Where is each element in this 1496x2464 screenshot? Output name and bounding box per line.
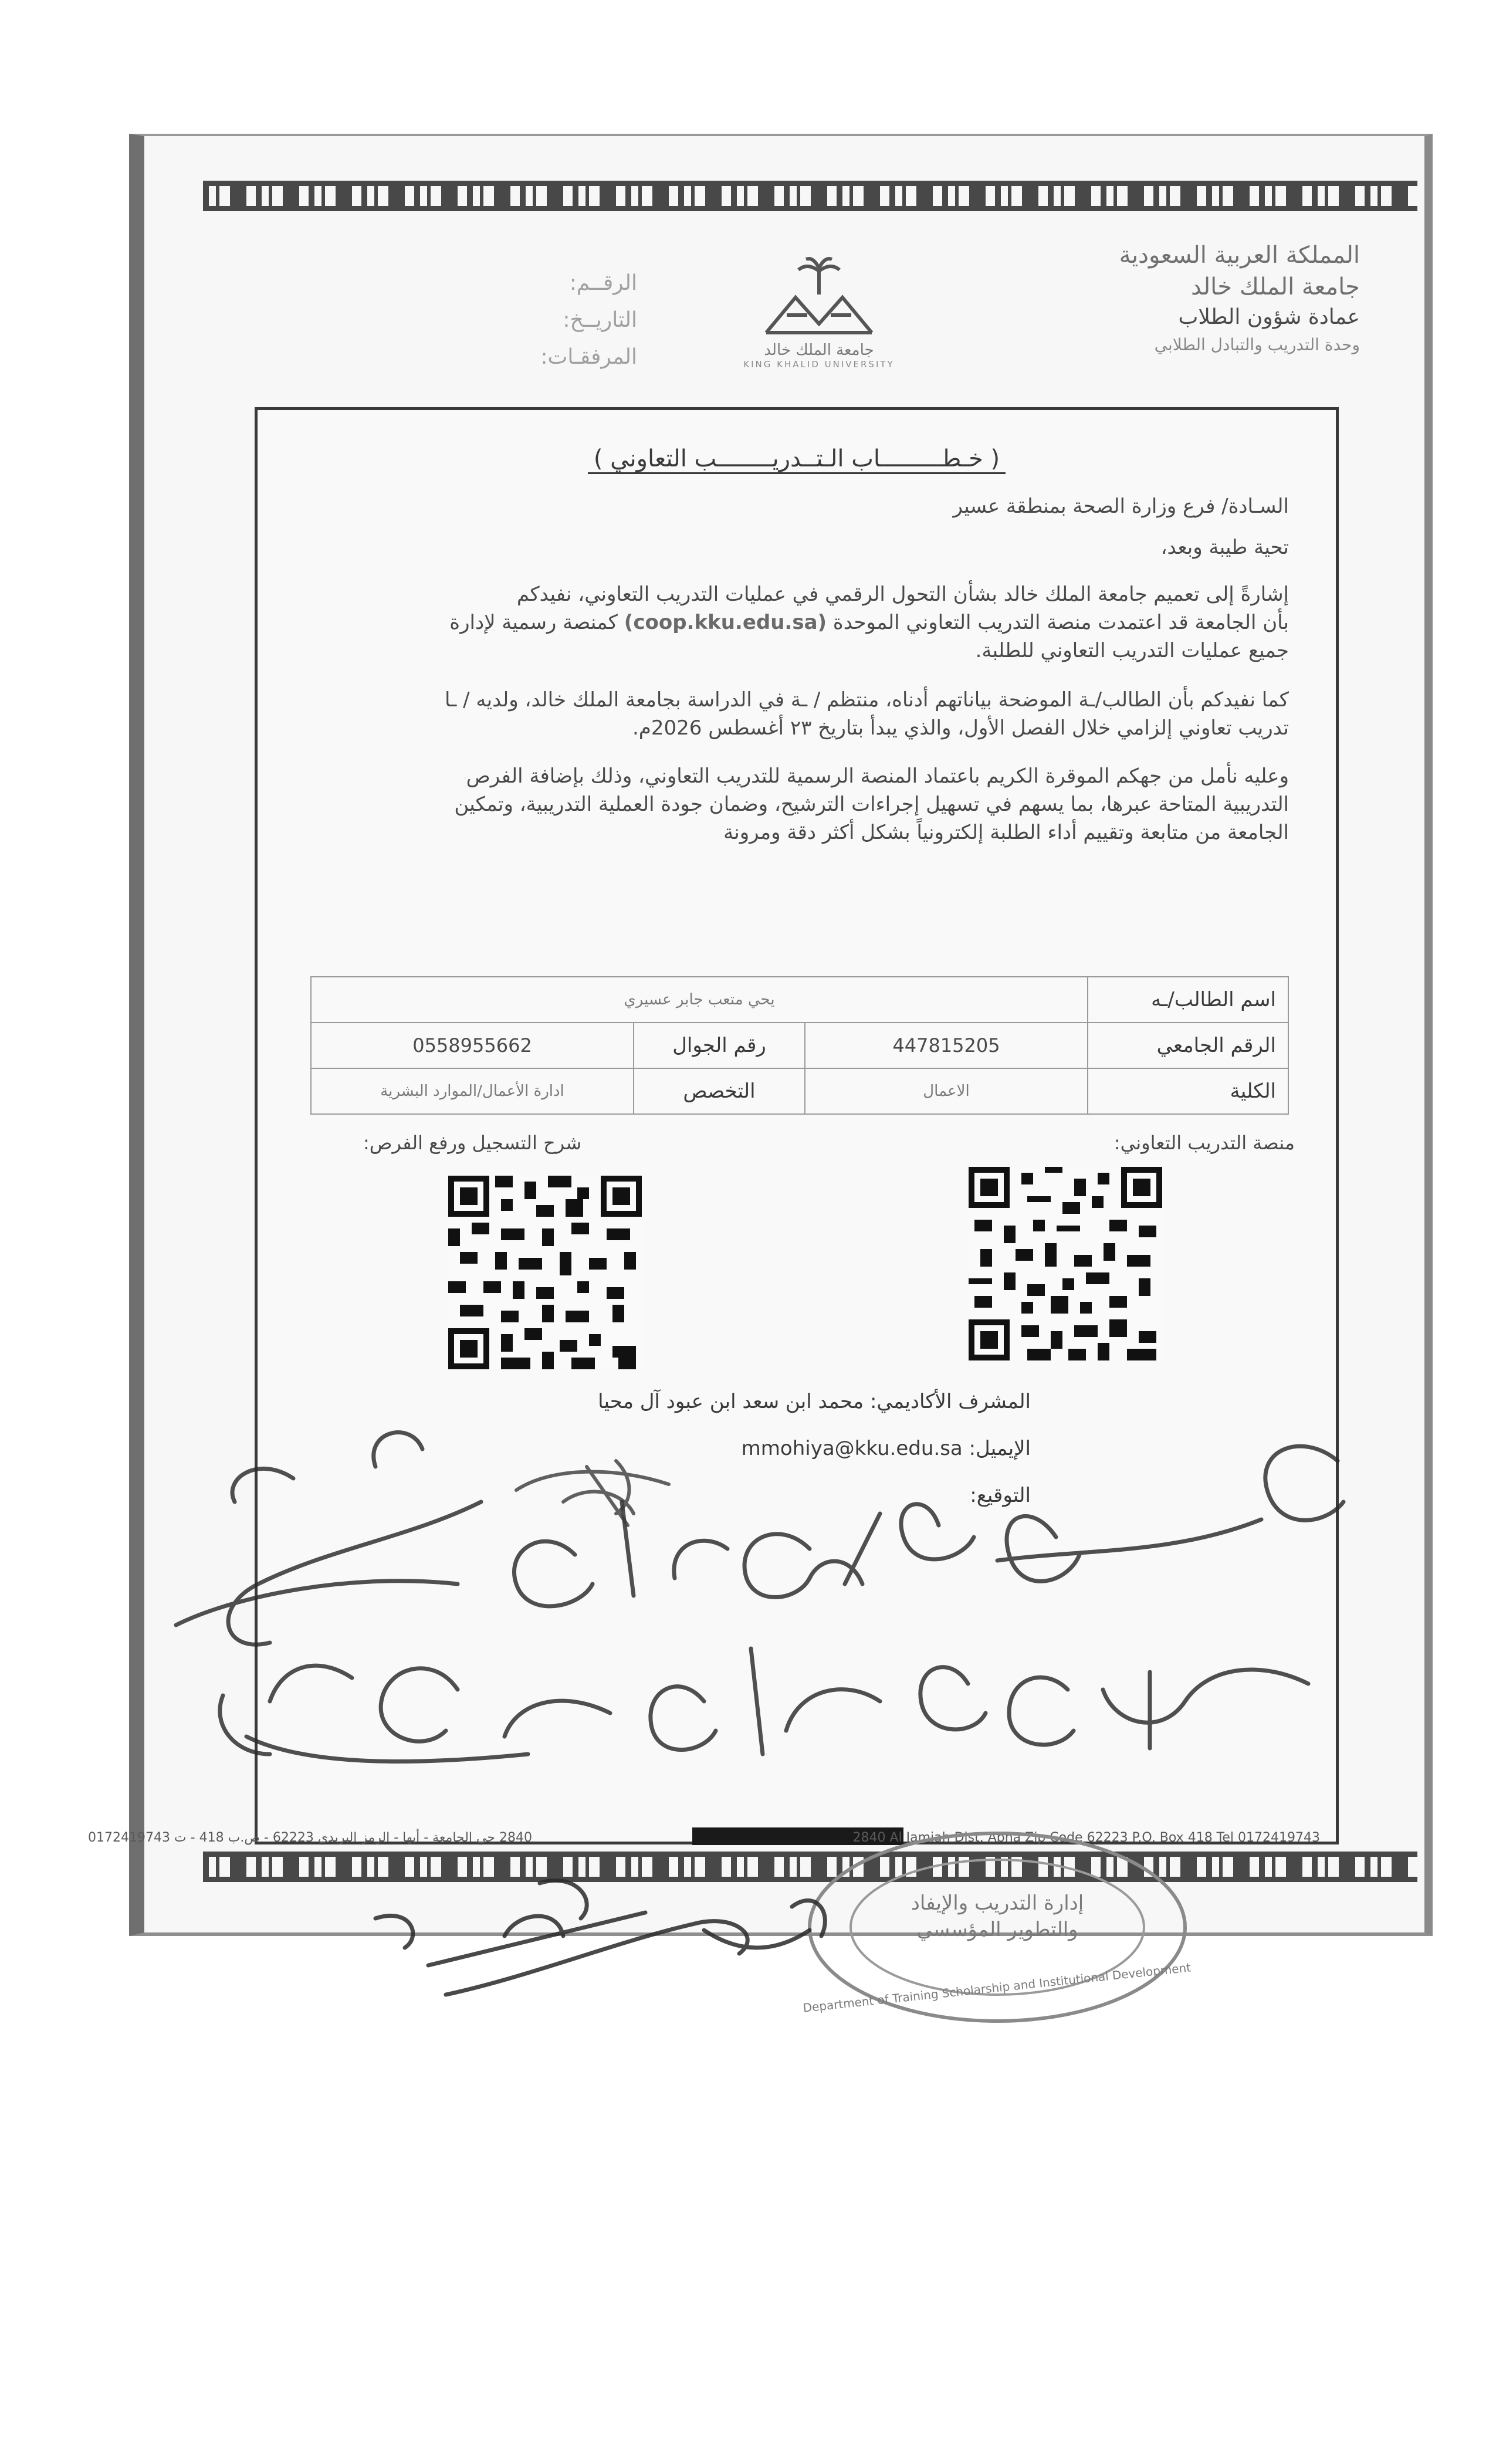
header-line-deanship: عمادة شؤون الطلاب — [1178, 305, 1360, 329]
platform-url: (coop.kku.edu.sa) — [624, 611, 827, 634]
p3-line-1: وعليه نأمل من جهكم الموقرة الكريم باعتماد المنصة الرسمية للتدريب التعاوني، وذلك بإضافة الفرص — [466, 764, 1289, 788]
major-label: التخصص — [634, 1068, 805, 1114]
email-value: mmohiya@kku.edu.sa — [741, 1437, 963, 1460]
institution-header — [1119, 242, 1360, 354]
mobile-label: رقم الجوال — [634, 1023, 805, 1068]
student-name-label: اسم الطالب/ـه — [1088, 977, 1288, 1023]
reference-fields — [449, 271, 637, 382]
ref-number-label: الرقــم: — [569, 271, 637, 295]
platform-qr-label: منصة التدريب التعاوني: — [1113, 1132, 1295, 1154]
guide-qr-label: شرح التسجيل ورفع الفرص: — [363, 1132, 582, 1154]
platform-qr-code[interactable] — [969, 1167, 1162, 1360]
p2-line-2: تدريب تعاوني إلزامي خلال الفصل الأول، والذي يبدأ بتاريخ ٢٣ أغسطس 2026م. — [632, 716, 1289, 740]
bottom-decorative-band — [203, 1852, 1417, 1882]
ref-attachments-label: المرفقـات: — [540, 345, 637, 369]
table-row — [311, 1023, 1288, 1068]
paragraph-1 — [449, 580, 1289, 665]
email-label: الإيميل: — [969, 1437, 1031, 1460]
p1-line-1: إشارةً إلى تعميم جامعة الملك خالد بشأن التحول الرقمي في عمليات التدريب التعاوني، نفيدكم — [516, 583, 1289, 606]
stamp-english-text: Department of Training Scholarship and Institutional Development — [802, 1960, 1192, 2015]
college-value: الاعمال — [805, 1068, 1088, 1114]
academic-supervisor-line: المشرف الأكاديمي: محمد ابن سعد ابن عبود آل محيا — [598, 1390, 1031, 1413]
letter-body-frame — [255, 407, 1339, 1844]
stamp-arabic-line-2: والتطوير المؤسسي — [916, 1918, 1078, 1941]
p1-line-3: جميع عمليات التدريب التعاوني للطلبة. — [975, 639, 1289, 662]
footer-address-arabic: 2840 حي الجامعة - أبها - الرمز البريدي 62223 - ص.ب 418 - ت 0172419743 — [88, 1830, 532, 1845]
student-info-table — [310, 976, 1289, 1115]
scanned-letter-page — [129, 134, 1433, 1936]
university-logo — [731, 253, 907, 370]
paragraph-3 — [454, 762, 1289, 847]
student-name-value: يحي متعب جابر عسيري — [311, 977, 1088, 1023]
table-row — [311, 1068, 1288, 1114]
supervisor-email-row — [742, 1437, 1031, 1460]
mobile-value: 0558955662 — [311, 1023, 634, 1068]
p3-line-2: التدريبية المتاحة عبرها، بما يسهم في تسهيل إجراءات الترشيح، وضمان جودة العملية التدريبية، وتمكين — [454, 793, 1289, 816]
recipient-line: السـادة/ فرع وزارة الصحة بمنطقة عسير — [953, 495, 1289, 518]
logo-english-text: KING KHALID UNIVERSITY — [743, 359, 895, 370]
college-label: الكلية — [1088, 1068, 1288, 1114]
signature-label: التوقيع: — [970, 1484, 1031, 1507]
major-value: ادارة الأعمال/الموارد البشرية — [311, 1068, 634, 1114]
letter-title: ( خـطـــــــــاب الـتــدريــــــــب التعاوني ) — [258, 445, 1336, 472]
header-line-unit: وحدة التدريب والتبادل الطلابي — [1154, 335, 1360, 354]
ref-date-label: التاريــخ: — [563, 308, 637, 332]
logo-arabic-text: جامعة الملك خالد — [764, 341, 874, 359]
top-decorative-band — [203, 181, 1417, 211]
header-line-university: جامعة الملك خالد — [1191, 273, 1360, 300]
student-id-value: 447815205 — [805, 1023, 1088, 1068]
table-row — [311, 977, 1288, 1023]
palm-logo-icon — [754, 253, 884, 341]
paragraph-2 — [445, 686, 1289, 742]
p2-line-1: كما نفيدكم بأن الطالب/ـة الموضحة بياناتهم أدناه، منتظم / ـة في الدراسة بجامعة الملك خالد، ولديه / ـا — [444, 688, 1289, 712]
footer-address-english: 2840 Al Jamiah Dist. Abha Zip Code 62223 P.O. Box 418 Tel 0172419743 — [852, 1830, 1320, 1845]
student-id-label: الرقم الجامعي — [1088, 1023, 1288, 1068]
registration-guide-qr-code[interactable] — [448, 1176, 642, 1369]
p3-line-3: الجامعة من متابعة وتقييم أداء الطلبة إلكترونياً بشكل أكثر دقة ومرونة — [723, 821, 1289, 844]
header-line-kingdom: المملكة العربية السعودية — [1119, 242, 1360, 269]
greeting-line: تحية طيبة وبعد، — [1160, 536, 1289, 559]
p1-line-2: بأن الجامعة قد اعتمدت منصة التدريب التعاوني الموحدة (coop.kku.edu.sa) كمنصة رسمية لإدارة — [449, 611, 1289, 634]
stamp-arabic-line-1: إدارة التدريب والإيفاد — [911, 1891, 1084, 1915]
